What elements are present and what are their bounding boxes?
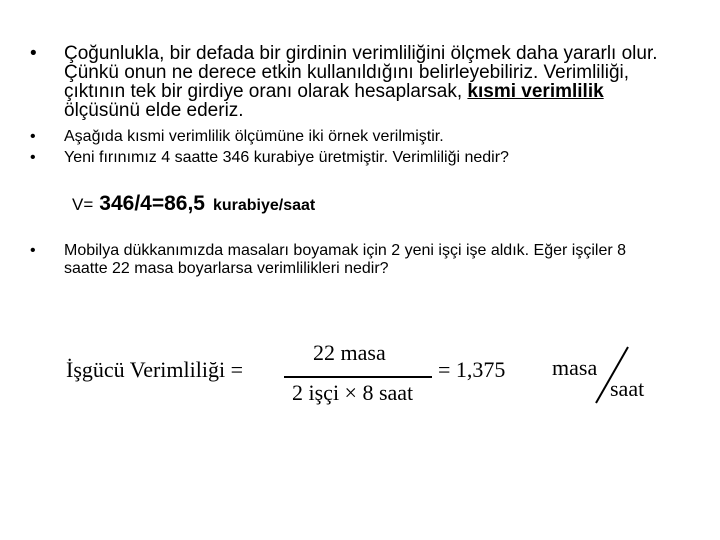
bullet-text-4: Mobilya dükkanımızda masaları boyamak için 2 yeni işçi işe aldık. Eğer işçiler 8 saatte 22 masa boyarlarsa verimlilikleri nedir? [64,242,627,277]
bullet-text-1-part2: ölçüsünü elde ederiz. [64,100,244,121]
formula-numerator: 22 masa [313,340,386,365]
bullet-text-2: Aşağıda kısmi verimlilik ölçümüne iki örnek verilmiştir. [64,128,444,145]
bullet-text-1-part1: Çoğunlukla, bir defada bir girdinin verimliliğini ölçmek daha yararlı olur. Çünkü onun ne derece etkin kullanıldığını belirleyebiliriz. Verimliliği, çıktının tek bir girdiye oranı olarak hesaplarsak, [64,43,658,102]
bullet-marker: • [30,149,36,166]
bullet-text-1 [64,44,664,120]
bullet-marker: • [30,43,37,64]
bullet-text-3: Yeni fırınımız 4 saatte 346 kurabiye üretmiştir. Verimliliği nedir? [64,149,509,166]
example1-result [72,192,315,216]
emphasized-term: kısmi verimlilik [467,81,604,102]
fraction-bar [284,376,432,378]
example1-label: V= [72,195,94,214]
bullet-marker: • [30,128,36,145]
formula-unit-bottom: saat [610,376,645,401]
formula-result: = 1,375 [438,357,506,382]
formula-lhs: İşgücü Verimliliği = [66,357,243,382]
example1-unit: kurabiye/saat [212,197,316,214]
formula-unit-top: masa [552,355,598,380]
formula-denominator: 2 işçi × 8 saat [292,380,414,405]
example1-expression: 346/4=86,5 [99,192,205,215]
bullet-marker: • [30,242,36,259]
